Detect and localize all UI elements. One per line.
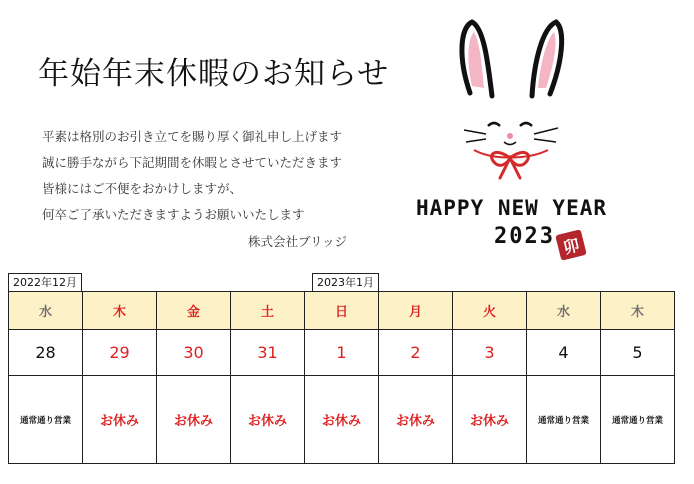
weekday-cell: 金 — [157, 292, 231, 330]
date-cell: 1 — [305, 330, 379, 376]
date-row — [9, 330, 675, 376]
holiday-calendar — [8, 291, 675, 464]
notice-body — [42, 124, 342, 228]
status-cell: お休み — [305, 376, 379, 464]
weekday-cell: 日 — [305, 292, 379, 330]
status-cell: お休み — [231, 376, 305, 464]
notice-line: 誠に勝手ながら下記期間を休暇とさせていただきます — [42, 155, 343, 170]
month-label-january: 2023年1月 — [312, 273, 379, 291]
weekday-cell: 土 — [231, 292, 305, 330]
status-cell: 通常通り営業 — [527, 376, 601, 464]
notice-line: 何卒ご了承いただきますようお願いいたします — [42, 207, 305, 222]
status-row — [9, 376, 675, 464]
date-cell: 29 — [83, 330, 157, 376]
page-title: 年始年末休暇のお知らせ — [38, 56, 390, 92]
weekday-cell: 木 — [601, 292, 675, 330]
date-cell: 30 — [157, 330, 231, 376]
status-cell: お休み — [157, 376, 231, 464]
weekday-cell: 水 — [527, 292, 601, 330]
company-name: 株式会社ブリッジ — [248, 234, 348, 249]
date-cell: 3 — [453, 330, 527, 376]
status-cell: 通常通り営業 — [9, 376, 83, 464]
notice-line: 平素は格別のお引き立てを賜り厚く御礼申し上げます — [42, 129, 343, 144]
year-text: 2023 — [494, 224, 555, 249]
notice-line: 皆様にはご不便をおかけしますが、 — [42, 181, 243, 196]
status-cell: お休み — [379, 376, 453, 464]
weekday-row — [9, 292, 675, 330]
month-label-december: 2022年12月 — [8, 273, 82, 291]
status-cell: お休み — [453, 376, 527, 464]
date-cell: 2 — [379, 330, 453, 376]
date-cell: 5 — [601, 330, 675, 376]
status-cell: お休み — [83, 376, 157, 464]
status-cell: 通常通り営業 — [601, 376, 675, 464]
weekday-cell: 木 — [83, 292, 157, 330]
weekday-cell: 水 — [9, 292, 83, 330]
date-cell: 31 — [231, 330, 305, 376]
weekday-cell: 火 — [453, 292, 527, 330]
weekday-cell: 月 — [379, 292, 453, 330]
rabbit-illustration — [452, 18, 572, 188]
year-stamp: 卯 — [555, 229, 587, 261]
greeting-text: HAPPY NEW YEAR — [416, 196, 608, 220]
date-cell: 4 — [527, 330, 601, 376]
date-cell: 28 — [9, 330, 83, 376]
